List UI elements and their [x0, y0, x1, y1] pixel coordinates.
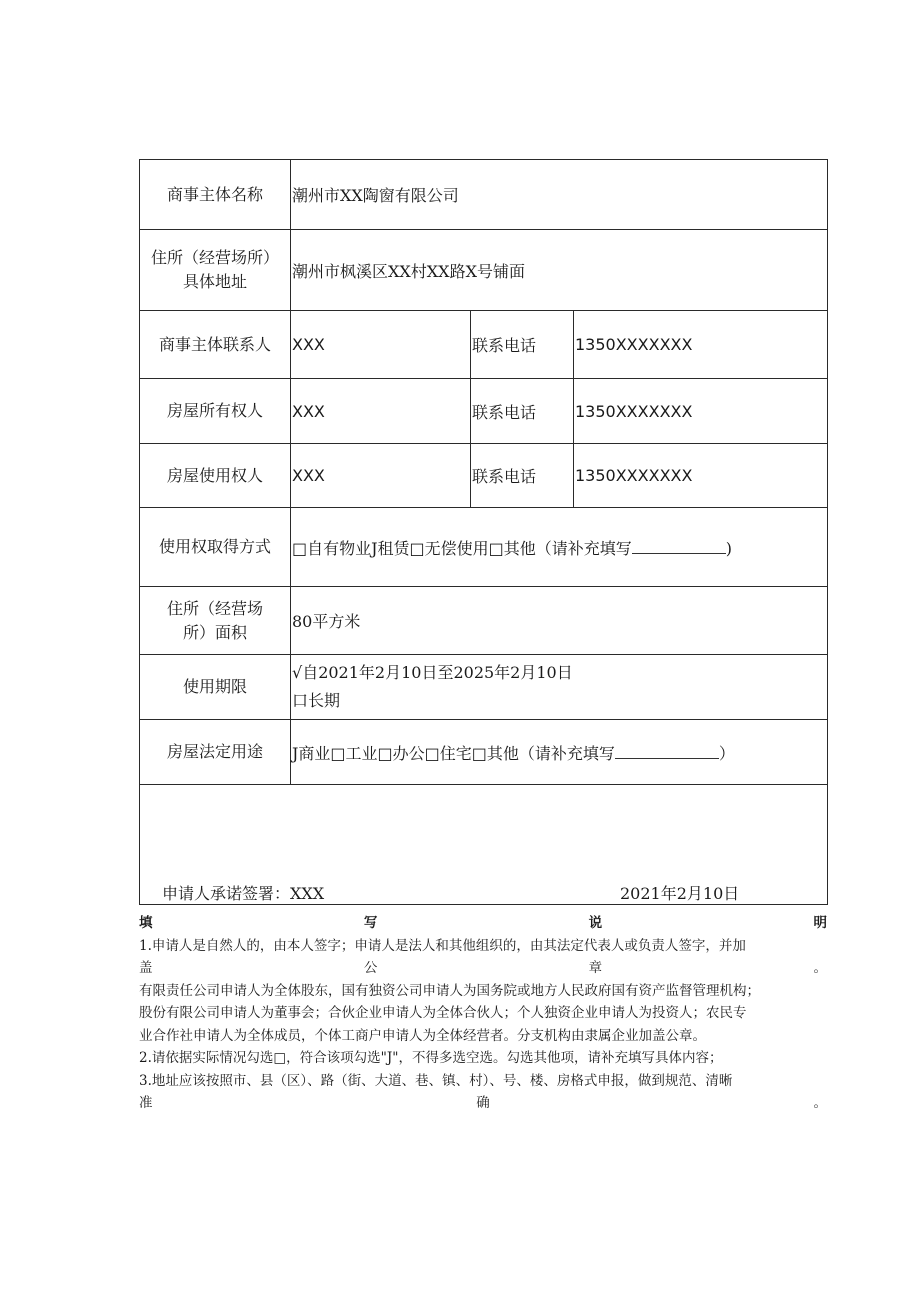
instructions [139, 912, 827, 1115]
row-entity-contact [140, 311, 828, 379]
registration-form-table [139, 159, 828, 905]
instructions-title [139, 912, 827, 935]
address-label-line2: 具体地址 [182, 272, 247, 291]
row-owner [140, 379, 828, 444]
row-legal-use [140, 720, 828, 785]
row-user [140, 444, 828, 508]
address-label-line1: 住所（经营场所） [150, 248, 279, 267]
address-value: 潮州市枫溪区XX村XX路X号铺面 [291, 230, 828, 311]
acquisition-label: 使用权取得方式 [140, 508, 291, 587]
area-label-line2: 所）面积 [182, 622, 247, 642]
user-label: 房屋使用权人 [140, 444, 291, 508]
title-char: 填 [139, 915, 153, 931]
note-line-4: 股份有限公司申请人为董事会；合伙企业申请人为全体合伙人；个人独资企业申请人为投资人；农民专 [139, 1005, 747, 1021]
row-acquisition [140, 508, 828, 587]
signature-label: 申请人承诺签署：XXX [162, 884, 325, 903]
note-line-2 [139, 957, 827, 980]
note-char: 。 [813, 1095, 827, 1111]
acquisition-close: ) [725, 538, 733, 558]
period-value-cell [291, 655, 828, 720]
note-char: 盖 [139, 960, 153, 976]
owner-value: XXX [291, 379, 471, 444]
acquisition-value-cell [291, 508, 828, 587]
acquisition-blank-line [632, 539, 726, 554]
note-char: 章 [588, 960, 603, 976]
legal-use-label: 房屋法定用途 [140, 720, 291, 785]
signature-cell [140, 785, 828, 905]
user-phone-label: 联系电话 [471, 444, 574, 508]
user-phone: 1350XXXXXXX [574, 444, 828, 508]
row-entity-name [140, 160, 828, 230]
entity-contact-value: XXX [291, 311, 471, 379]
note-line-5: 业合作社申请人为全体成员，个体工商户申请人为全体经营者。分支机构由隶属企业加盖公章。 [139, 1027, 706, 1044]
note-line-8 [139, 1092, 827, 1115]
note-line-1: 1.申请人是自然人的，由本人签字；申请人是法人和其他组织的，由其法定代表人或负责人签字，并加 [139, 937, 746, 954]
note-char: 准 [139, 1095, 153, 1111]
note-char: 公 [363, 960, 378, 976]
area-label [140, 587, 291, 655]
title-char: 写 [363, 915, 378, 931]
row-area [140, 587, 828, 655]
user-value: XXX [291, 444, 471, 508]
period-label: 使用期限 [140, 655, 291, 720]
note-char: 。 [813, 960, 827, 976]
legal-use-value: J商业□工业□办公□住宅□其他（请补充填写 [292, 743, 615, 763]
area-value: 80平方米 [291, 587, 828, 655]
row-period [140, 655, 828, 720]
note-line-6: 2.请依据实际情况勾选□，符合该项勾选"J"，不得多选空选。勾选其他项，请补充填写具体内容； [139, 1050, 723, 1066]
period-line2: 口长期 [292, 691, 341, 710]
note-line-3: 有限责任公司申请人为全体股东，国有独资公司申请人为国务院或地方人民政府国有资产监督管理机构； [139, 982, 760, 999]
note-char: 确 [476, 1095, 490, 1111]
address-label [140, 230, 291, 311]
owner-phone: 1350XXXXXXX [574, 379, 828, 444]
period-line1: √自2021年2月10日至2025年2月10日 [292, 663, 573, 682]
legal-use-close: ） [718, 743, 735, 763]
entity-name-label: 商事主体名称 [140, 160, 291, 230]
legal-use-value-cell [291, 720, 828, 785]
signature-date: 2021年2月10日 [620, 884, 740, 903]
row-signature [140, 785, 828, 905]
owner-phone-label: 联系电话 [471, 379, 574, 444]
legal-use-blank-line [615, 744, 719, 759]
title-char: 说 [588, 915, 603, 931]
entity-name-value: 潮州市XX陶窗有限公司 [291, 160, 828, 230]
entity-contact-phone: 1350XXXXXXX [574, 311, 828, 379]
owner-label: 房屋所有权人 [140, 379, 291, 444]
area-label-line1: 住所（经营场 [166, 598, 263, 618]
acquisition-value: □自有物业J租赁□无偿使用□其他（请补充填写 [292, 538, 632, 558]
entity-contact-label: 商事主体联系人 [140, 311, 291, 379]
row-address [140, 230, 828, 311]
title-char: 明 [813, 915, 827, 931]
entity-contact-phone-label: 联系电话 [471, 311, 574, 379]
note-line-7: 3.地址应该按照市、县（区）、路（街、大道、巷、镇、村）、号、楼、房格式申报，做到规范、清晰 [139, 1072, 733, 1089]
